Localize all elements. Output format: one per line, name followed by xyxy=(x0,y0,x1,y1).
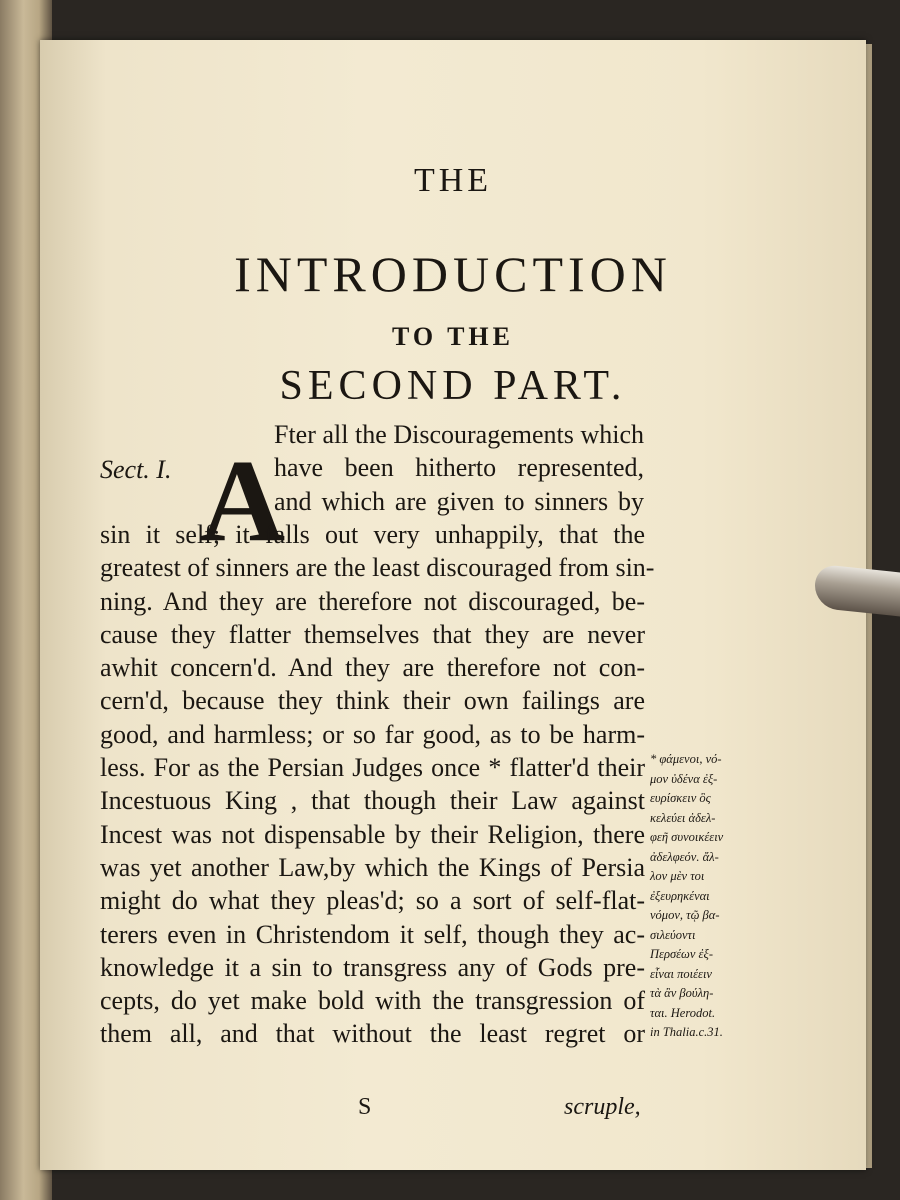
margin-note-line: σιλεύοντι xyxy=(650,927,696,942)
margin-note-line: in Thalia.c.31. xyxy=(650,1025,723,1039)
margin-note-line: ευρίσκειν ὃς xyxy=(650,791,711,805)
body-line: might do what they pleas'd; so a sort of self-flat- xyxy=(100,886,645,916)
body-line: good, and harmless; or so far good, as to be harm- xyxy=(100,719,645,749)
margin-note-line: Περσέων ἐξ- xyxy=(650,947,713,961)
margin-note-line: μον ὐδένα ἐξ- xyxy=(650,771,718,786)
margin-note-line: ἐξευρηκέναι xyxy=(650,888,710,903)
body-line: less. For as the Persian Judges once * flatter'd their xyxy=(100,753,645,782)
margin-note-line: * φάμενοι, νό- xyxy=(650,752,722,766)
heading-second-part: SECOND PART. xyxy=(279,363,627,409)
body-line: cepts, do yet make bold with the transgression of xyxy=(100,986,645,1016)
body-line: cern'd, because they think their own failings are xyxy=(100,686,645,716)
body-line: have been hitherto represented, xyxy=(274,453,644,483)
book-page xyxy=(40,40,866,1170)
margin-note-line: κελεύει ἀδελ- xyxy=(650,810,716,825)
catchword: scruple, xyxy=(564,1094,641,1120)
margin-note-line: φεῆ συνοικέειν xyxy=(650,830,724,844)
heading-introduction: INTRODUCTION xyxy=(234,246,672,302)
body-line: terers even in Christendom it self, though they ac- xyxy=(100,919,645,949)
margin-note-line: ἀδελφεόν. ἄλ- xyxy=(650,849,719,864)
drop-cap: A xyxy=(200,435,286,566)
margin-note-line: τὰ ἂν βούλη- xyxy=(650,986,714,1000)
heading-to-the: TO THE xyxy=(391,322,515,351)
body-line: Incest was not dispensable by their Religion, there xyxy=(100,819,645,849)
body-line: Fter all the Discouragements which xyxy=(274,420,644,449)
body-line: and which are given to sinners by xyxy=(274,486,644,516)
heading-the: THE xyxy=(413,162,493,199)
margin-note-line: λον μὲν τοι xyxy=(650,869,705,883)
body-line: awhit concern'd. And they are therefore not con- xyxy=(100,653,645,683)
margin-note-line: νόμον, τῷ βα- xyxy=(650,908,720,922)
body-line: greatest of sinners are the least discouraged from sin- xyxy=(100,553,655,583)
body-line: cause they flatter themselves that they are never xyxy=(100,619,645,649)
body-line: knowledge it a sin to transgress any of Gods pre- xyxy=(100,952,645,982)
margin-note-line: εἶναι ποιέειν xyxy=(650,966,712,981)
body-line: was yet another Law,by which the Kings of Persia xyxy=(100,852,645,882)
body-line: them all, and that without the least regret or xyxy=(100,1019,645,1049)
section-label: Sect. I. xyxy=(100,455,172,484)
body-line: Incestuous King , that though their Law against xyxy=(100,786,645,816)
body-line: sin it self; it falls out very unhappily, that the xyxy=(100,519,645,549)
body-line: ning. And they are therefore not discouraged, be- xyxy=(100,586,645,616)
signature-mark: S xyxy=(358,1094,372,1120)
margin-note-line: ται. Herodot. xyxy=(650,1005,716,1020)
